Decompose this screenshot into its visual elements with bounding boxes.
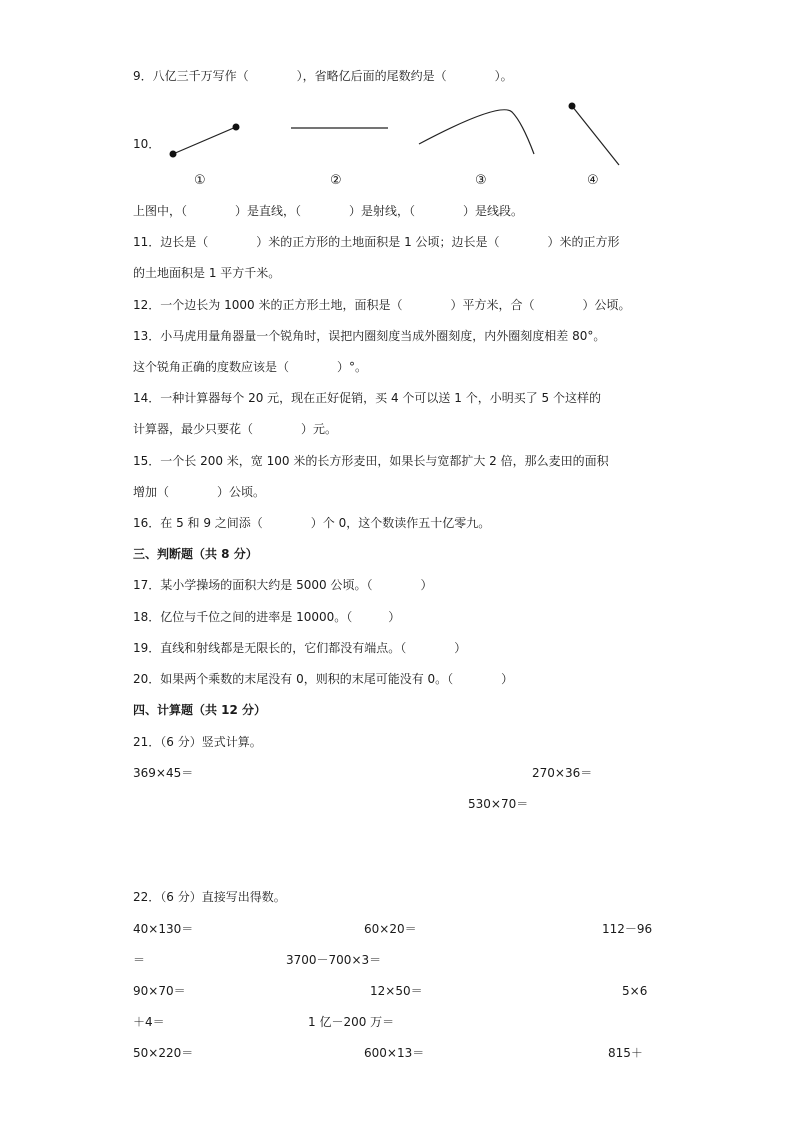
mental-calc-item: 600×13＝ xyxy=(364,1046,425,1060)
question-11-line-1: 11．边长是（ ）米的正方形的土地面积是 1 公顷；边长是（ ）米的正方形 xyxy=(133,235,620,249)
question-15-line-2: 增加（ ）公顷。 xyxy=(133,485,266,499)
mental-calc-item: 60×20＝ xyxy=(364,922,417,936)
figure-label-4: ④ xyxy=(587,173,599,188)
question-22-title: 22．（6 分）直接写出得数。 xyxy=(133,890,286,904)
figure-label-3: ③ xyxy=(475,173,487,188)
vertical-calc-item: 530×70＝ xyxy=(468,797,529,811)
question-11-line-2: 的土地面积是 1 平方千米。 xyxy=(133,266,281,280)
figure-segment xyxy=(170,124,240,158)
question-10-text: 上图中，（ ）是直线，（ ）是射线，（ ）是线段。 xyxy=(133,204,524,218)
mental-calc-item: 12×50＝ xyxy=(370,984,423,998)
question-14-line-2: 计算器，最少只要花（ ）元。 xyxy=(133,422,338,436)
figure-curve xyxy=(419,110,534,154)
mental-calc-item: ＝ xyxy=(133,953,146,967)
question-13-line-2: 这个锐角正确的度数应该是（ ）°。 xyxy=(133,360,368,374)
mental-calc-item: 112－96 xyxy=(602,922,653,936)
question-10-number: 10． xyxy=(133,137,161,151)
question-18: 18．亿位与千位之间的进率是 10000。（ ） xyxy=(133,610,401,624)
question-21-title: 21．（6 分）竖式计算。 xyxy=(133,735,262,749)
figure-ray xyxy=(569,103,620,166)
mental-calc-item: 1 亿－200 万＝ xyxy=(308,1015,395,1029)
question-13-line-1: 13．小马虎用量角器量一个锐角时，误把内圈刻度当成外圈刻度，内外圈刻度相差 80°。 xyxy=(133,329,606,343)
vertical-calc-item: 369×45＝ xyxy=(133,766,194,780)
mental-calc-item: 815＋ xyxy=(608,1046,643,1060)
question-20: 20．如果两个乘数的末尾没有 0，则积的末尾可能没有 0。（ ） xyxy=(133,672,514,686)
question-15-line-1: 15．一个长 200 米，宽 100 米的长方形麦田，如果长与宽都扩大 2 倍，那么麦田的面积 xyxy=(133,454,609,468)
question-14-line-1: 14．一种计算器每个 20 元，现在正好促销，买 4 个可以送 1 个，小明买了 5 个这样的 xyxy=(133,391,601,405)
vertical-calc-item: 270×36＝ xyxy=(532,766,593,780)
figure-label-1: ① xyxy=(194,173,206,188)
figure-label-2: ② xyxy=(330,173,342,188)
question-19: 19．直线和射线都是无限长的，它们都没有端点。（ ） xyxy=(133,641,467,655)
mental-calc-item: 90×70＝ xyxy=(133,984,186,998)
mental-calc-item: 3700－700×3＝ xyxy=(286,953,382,967)
question-12: 12．一个边长为 1000 米的正方形土地，面积是（ ）平方米，合（ ）公顷。 xyxy=(133,298,631,312)
question-9: 9．八亿三千万写作（ ），省略亿后面的尾数约是（ ）。 xyxy=(133,69,513,83)
section-4-heading: 四、计算题（共 12 分） xyxy=(133,703,267,717)
section-3-heading: 三、判断题（共 8 分） xyxy=(133,547,258,561)
mental-calc-item: ＋4＝ xyxy=(133,1015,165,1029)
question-16: 16．在 5 和 9 之间添（ ）个 0，这个数读作五十亿零九。 xyxy=(133,516,491,530)
mental-calc-item: 40×130＝ xyxy=(133,922,194,936)
mental-calc-item: 5×6 xyxy=(622,984,648,998)
question-17: 17．某小学操场的面积大约是 5000 公顷。（ ） xyxy=(133,578,433,592)
lines-figure xyxy=(160,96,630,176)
mental-calc-item: 50×220＝ xyxy=(133,1046,194,1060)
